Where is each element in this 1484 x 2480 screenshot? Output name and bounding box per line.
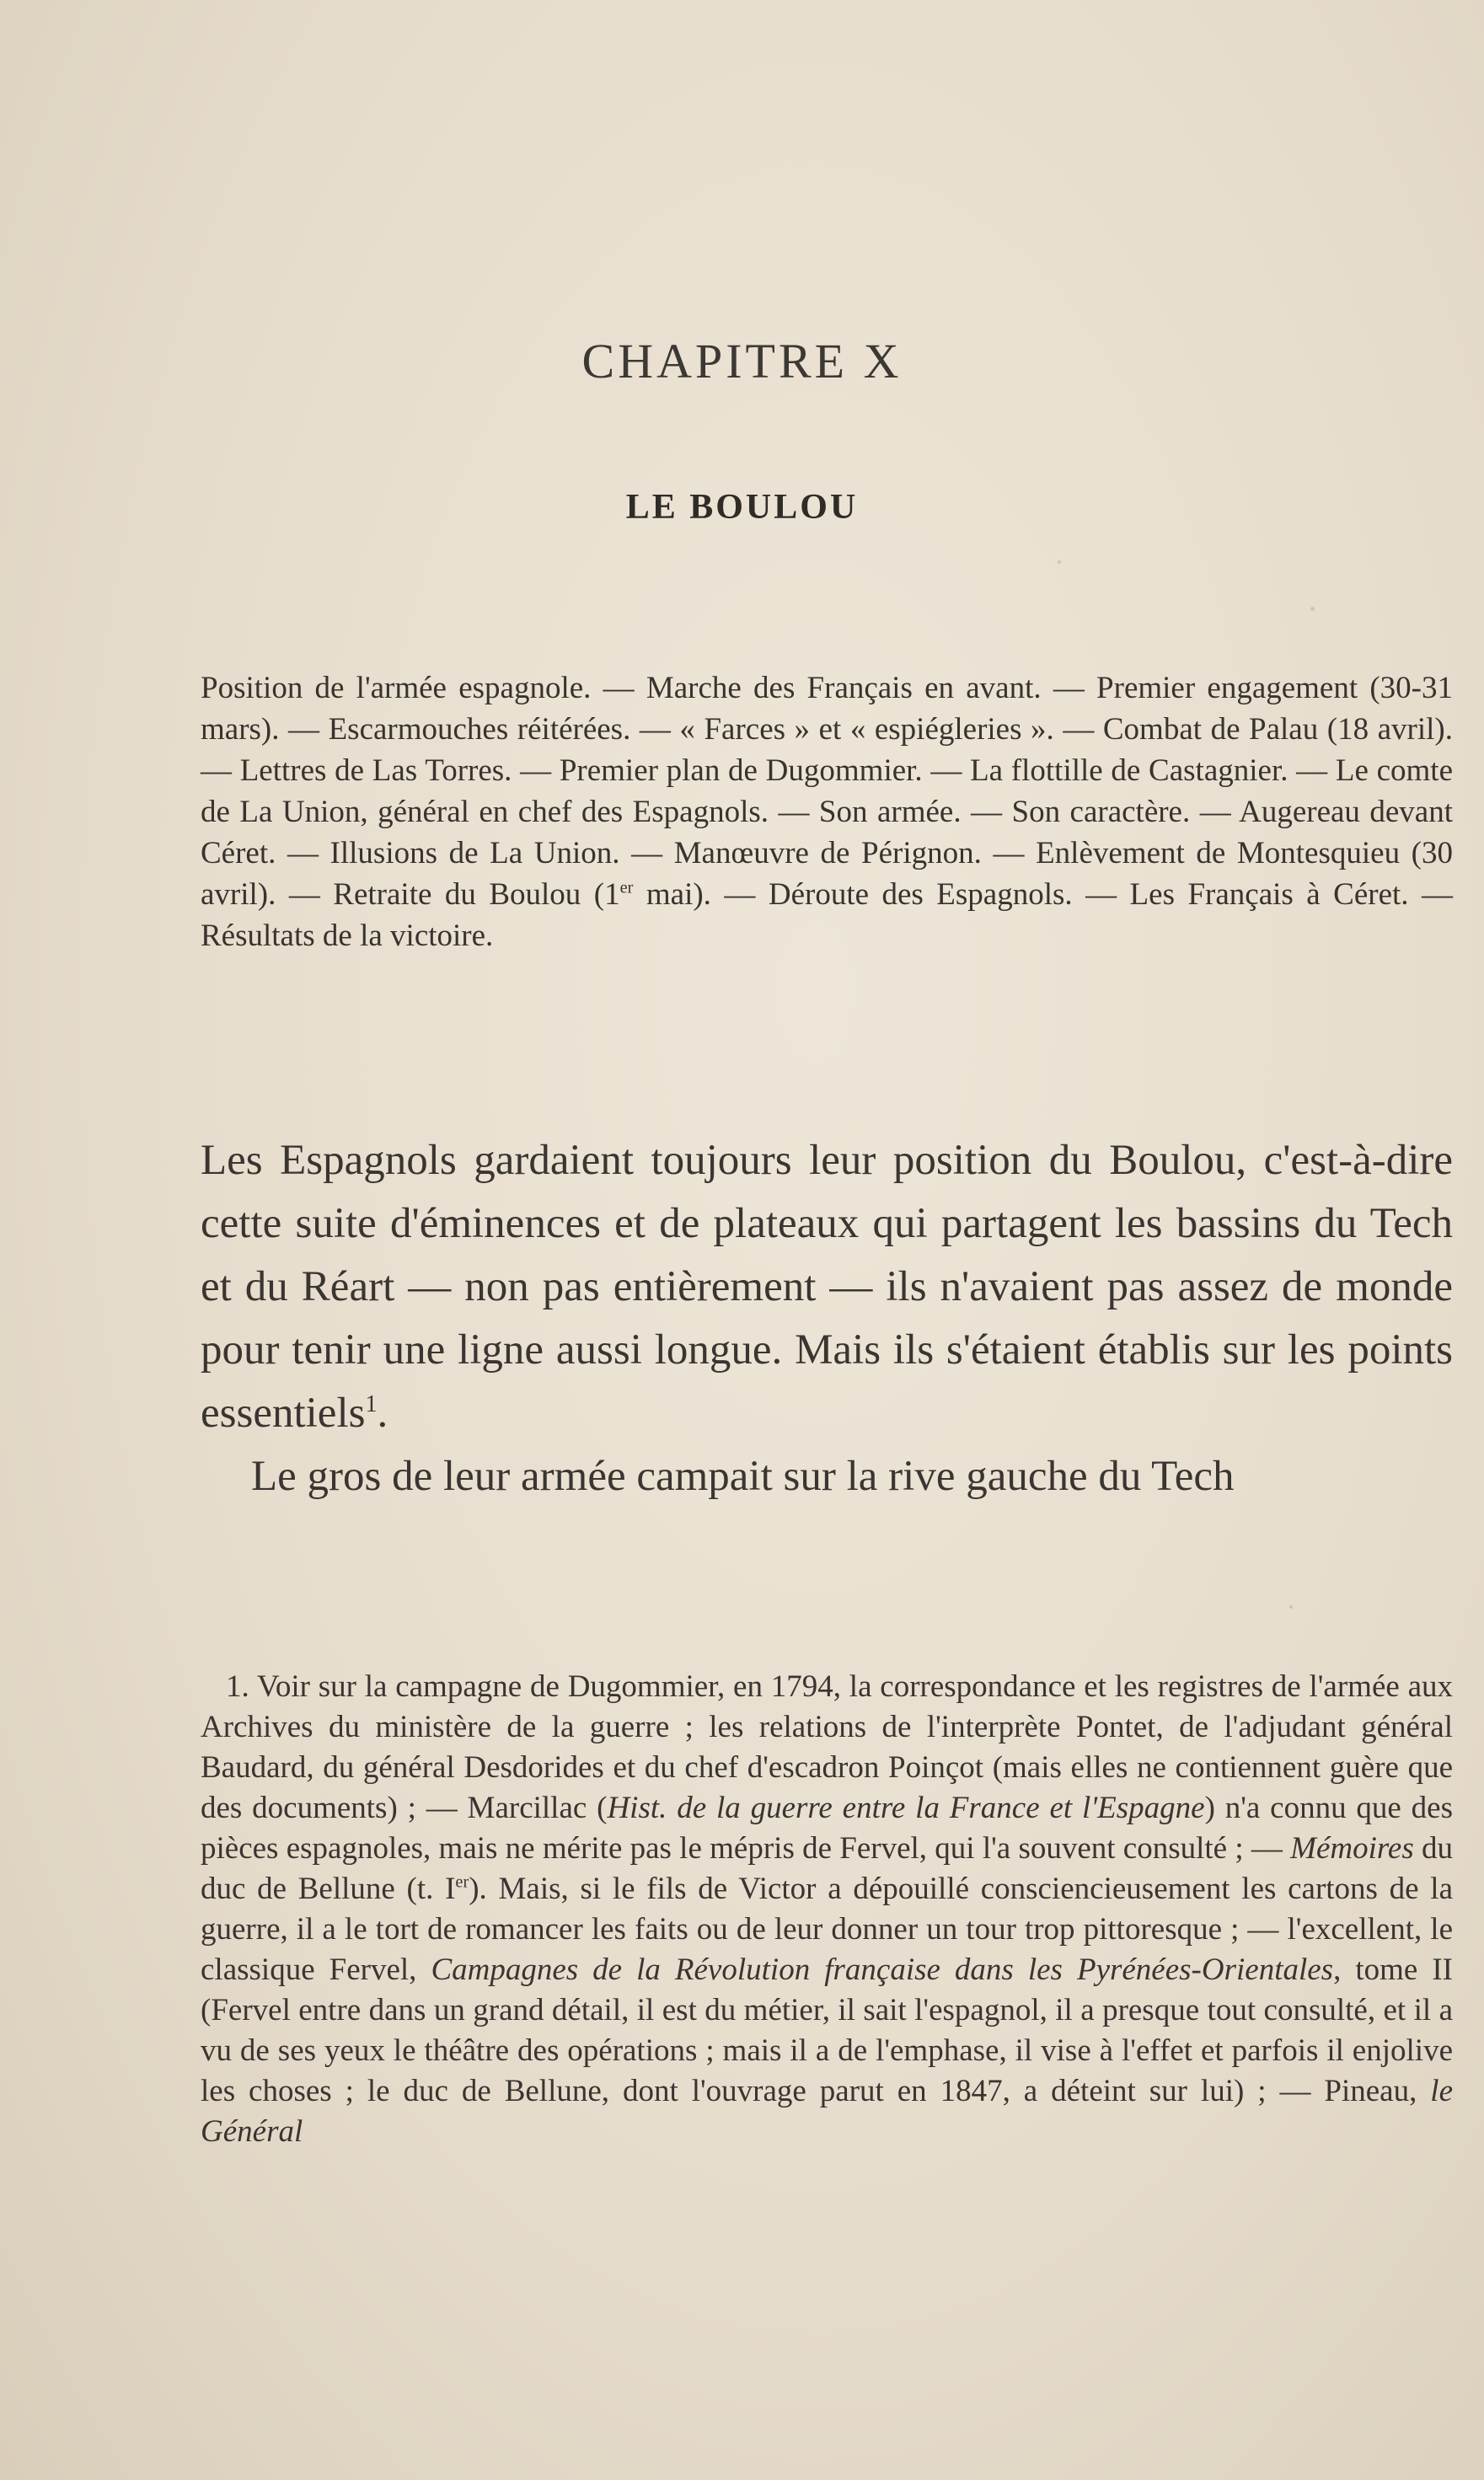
paper-foxing-spot xyxy=(1058,560,1061,564)
footnote-reference[interactable]: 1 xyxy=(365,1391,378,1417)
body-text xyxy=(201,1129,1453,1508)
footnote-superscript: er xyxy=(455,1872,469,1892)
footnote-italic-campagnes: Campagnes de la Révolution française dans les Pyrénées-Orientales xyxy=(431,1952,1334,1987)
footnote-text-e: du duc de Bellune (t. I xyxy=(201,1831,1454,1906)
paper-foxing-spot xyxy=(1289,1605,1293,1609)
paragraph-1-text: Les Espagnols gardaient toujours leur position du Boulou, c'est-à-dire cette suite d'éminences et de plateaux qui partagent les bassins du Tech et du Réart — non pas entièrement — ils n'avaient pas assez de monde pour tenir une ligne aussi longue. Mais ils s'étaient établis sur les points essentiels xyxy=(201,1137,1453,1437)
paragraph-1 xyxy=(201,1129,1453,1445)
summary-text: Position de l'armée espagnole. — Marche des Français en avant. — Premier engagement (30-31 mars). — Escarmouches réitérées. — « Farces » et « espiégleries ». — Combat de Palau (18 avril). — Lettres de Las Torres. — Premier plan de Dugommier. — La flottille de Castagnier. — Le comte de La Union, général en chef des Espagnols. — Son armée. — Son caractère. — Augereau devant Céret. — Illusions de La Union. — Manœuvre de Pérignon. — Enlèvement de Montesquieu (30 avril). — Retraite du Boulou (1 xyxy=(201,671,1453,912)
footnote-italic-general: le Général xyxy=(201,2074,1453,2149)
footnote-text-c: ) n'a connu que des pièces espagnoles, mais ne mérite pas le mépris de Fervel, qui l'a souvent consulté ; — xyxy=(201,1791,1453,1866)
paper-foxing-spot xyxy=(1310,607,1315,611)
chapter-title: LE BOULOU xyxy=(625,488,859,527)
footnote-text-h: , tome II (Fervel entre dans un grand détail, il est du métier, il sait l'espagnol, il a presque tout consulté, et il a vu de ses yeux le théâtre des opérations ; mais il a de l'emphase, il vise à l'effet et parfois il enjolive les choses ; le duc de Bellune, dont l'ouvrage parut en 1847, a déteint sur lui) ; — Pineau, xyxy=(201,1952,1454,2108)
summary-superscript: er xyxy=(619,878,634,897)
paragraph-2: Le gros de leur armée campait sur la rive gauche du Tech xyxy=(251,1453,1235,1500)
summary-text-end: mai). — Déroute des Espagnols. — Les Français à Céret. — Résultats de la victoire. xyxy=(201,877,1453,953)
footnote-italic-hist: Hist. de la guerre entre la France et l'Espagne xyxy=(607,1791,1205,1825)
footnote-italic-memoires: Mémoires xyxy=(1290,1831,1414,1866)
footnote-text-f: ). Mais, si le fils de Victor a dépouillé consciencieusement les cartons de la guerre, il a le tort de romancer les faits ou de leur donner un tour trop pittoresque ; — l'excellent, le classique Fervel, xyxy=(201,1872,1453,1987)
footnote xyxy=(201,1667,1453,2152)
chapter-heading: CHAPITRE X xyxy=(581,334,903,388)
paragraph-1-end: . xyxy=(377,1390,388,1437)
footnote-text-a: 1. Voir sur la campagne de Dugommier, en 1794, la correspondance et les registres de l'armée aux Archives du ministère de la guerre ; les relations de l'interprète Pontet, de l'adjudant général Baudard, du général Desdorides et du chef d'escadron Poinçot (mais elles ne contiennent guère que des documents) ; — Marcillac ( xyxy=(201,1669,1453,1825)
chapter-summary xyxy=(201,667,1453,956)
